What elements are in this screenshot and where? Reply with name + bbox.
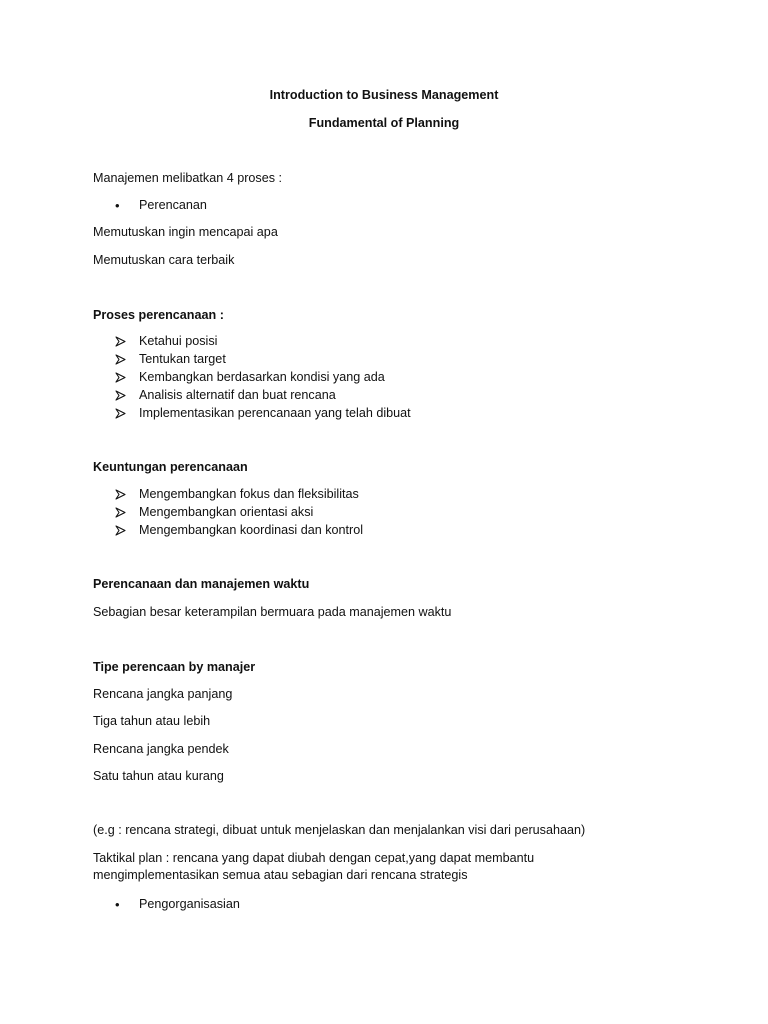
body-line: mengimplementasikan semua atau sebagian dari rencana strategis (93, 868, 468, 882)
doc-subtitle: Fundamental of Planning (308, 116, 460, 130)
list-item-text: Mengembangkan koordinasi dan kontrol (139, 523, 364, 537)
list-item-text: Implementasikan perencanaan yang telah dibuat (139, 406, 411, 420)
list-item-text: Tentukan target (139, 352, 226, 366)
bullet-icon: • (115, 198, 120, 213)
body-line: Taktikal plan : rencana yang dapat diubah dengan cepat,yang dapat membantu (93, 851, 535, 865)
body-line: Satu tahun atau kurang (93, 769, 224, 783)
bullet-icon: • (115, 897, 120, 912)
bullet-text: Perencanan (139, 198, 207, 212)
arrow-bullet-icon (115, 387, 129, 401)
arrow-bullet-icon (115, 333, 129, 347)
intro-text: Manajemen melibatkan 4 proses : (93, 171, 283, 185)
list-item-text: Analisis alternatif dan buat rencana (139, 388, 336, 402)
body-line: Tiga tahun atau lebih (93, 714, 211, 728)
doc-title: Introduction to Business Management (269, 88, 499, 102)
section-heading: Perencanaan dan manajemen waktu (93, 577, 310, 591)
body-line: Memutuskan cara terbaik (93, 253, 235, 267)
body-line: Rencana jangka pendek (93, 742, 229, 756)
body-line: Memutuskan ingin mencapai apa (93, 225, 278, 239)
list-item-text: Ketahui posisi (139, 334, 218, 348)
body-line: Rencana jangka panjang (93, 687, 233, 701)
arrow-bullet-icon (115, 351, 129, 365)
arrow-bullet-icon (115, 522, 129, 536)
list-item-text: Mengembangkan orientasi aksi (139, 505, 314, 519)
section-heading: Proses perencanaan : (93, 308, 224, 322)
arrow-bullet-icon (115, 486, 129, 500)
list-item-text: Mengembangkan fokus dan fleksibilitas (139, 487, 359, 501)
arrow-bullet-icon (115, 369, 129, 383)
arrow-bullet-icon (115, 504, 129, 518)
section-heading: Tipe perencaan by manajer (93, 660, 256, 674)
list-item-text: Kembangkan berdasarkan kondisi yang ada (139, 370, 385, 384)
arrow-bullet-icon (115, 405, 129, 419)
section-heading: Keuntungan perencanaan (93, 460, 248, 474)
body-line: Sebagian besar keterampilan bermuara pada manajemen waktu (93, 605, 452, 619)
body-line: (e.g : rencana strategi, dibuat untuk menjelaskan dan menjalankan visi dari perusahaan) (93, 823, 586, 837)
bullet-text: Pengorganisasian (139, 897, 240, 911)
